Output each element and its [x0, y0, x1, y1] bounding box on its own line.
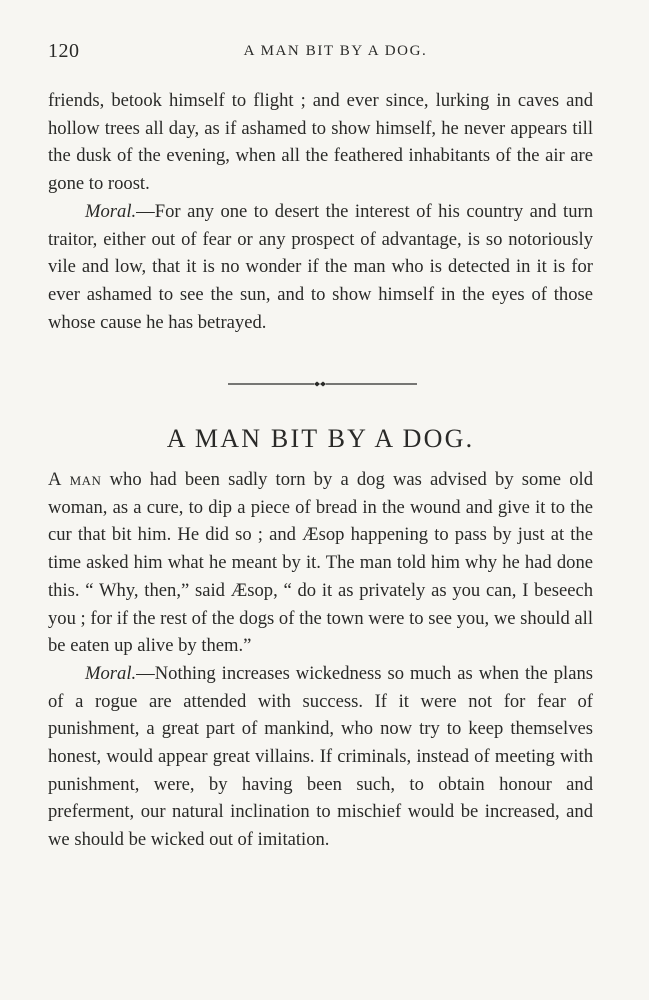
running-head: A MAN BIT BY A DOG. [243, 43, 428, 59]
moral-label: Moral. [85, 662, 137, 684]
moral-label: Moral. [85, 200, 137, 222]
fable-body [48, 466, 593, 854]
previous-fable-moral [48, 198, 593, 337]
divider-diamond-left [314, 382, 320, 387]
fable-paragraph [48, 466, 593, 660]
fable-title: A MAN BIT BY A DOG. [166, 424, 475, 453]
fable-lead-in: A man [48, 469, 102, 490]
moral-text: —For any one to desert the interest of his country and turn traitor, either out of fear or any prospect of advantage, is so notoriously vile and low, that it is no wonder if the man who is detected in it is for ever ashamed to see the sun, and to show himself in the eyes of those whose cause he has betrayed. [48, 200, 593, 333]
page-header [48, 40, 593, 66]
previous-fable-ending [48, 87, 593, 336]
previous-fable-paragraph: friends, betook himself to flight ; and ever since, lurking in caves and hollow trees all day, as if ashamed to show himself, he never appears till the dusk of the evening, when all the feathered inhabitants of the air are gone to roost. [48, 90, 593, 195]
divider-diamond-right [320, 382, 326, 387]
moral-text: —Nothing increases wickedness so much as when the plans of a rogue are attended with success. If it were not for fear of punishment, a great part of mankind, who now try to keep themselves honest, would appear great villains. If criminals, instead of meeting with punishment, were, by having been such, to obtain honour and preferment, our natural inclination to mischief would be increased, and we should be wicked out of imitation. [48, 662, 593, 851]
fable-paragraph-text: who had been sadly torn by a dog was advised by some old woman, as a cure, to dip a piece of bread in the wound and give it to the cur that bit him. He did so ; and Æsop happening to pass by just at the time asked him what he meant by it. The man told him why he had done this. “ Why, then,” said Æsop, “ do it as privately as you can, I beseech you ; for if the rest of the dogs of the town were to see you, we should all be eaten up alive by them.” [48, 469, 593, 657]
ornamental-divider [228, 380, 417, 388]
fable-moral [48, 660, 593, 854]
page-number: 120 [48, 40, 80, 62]
